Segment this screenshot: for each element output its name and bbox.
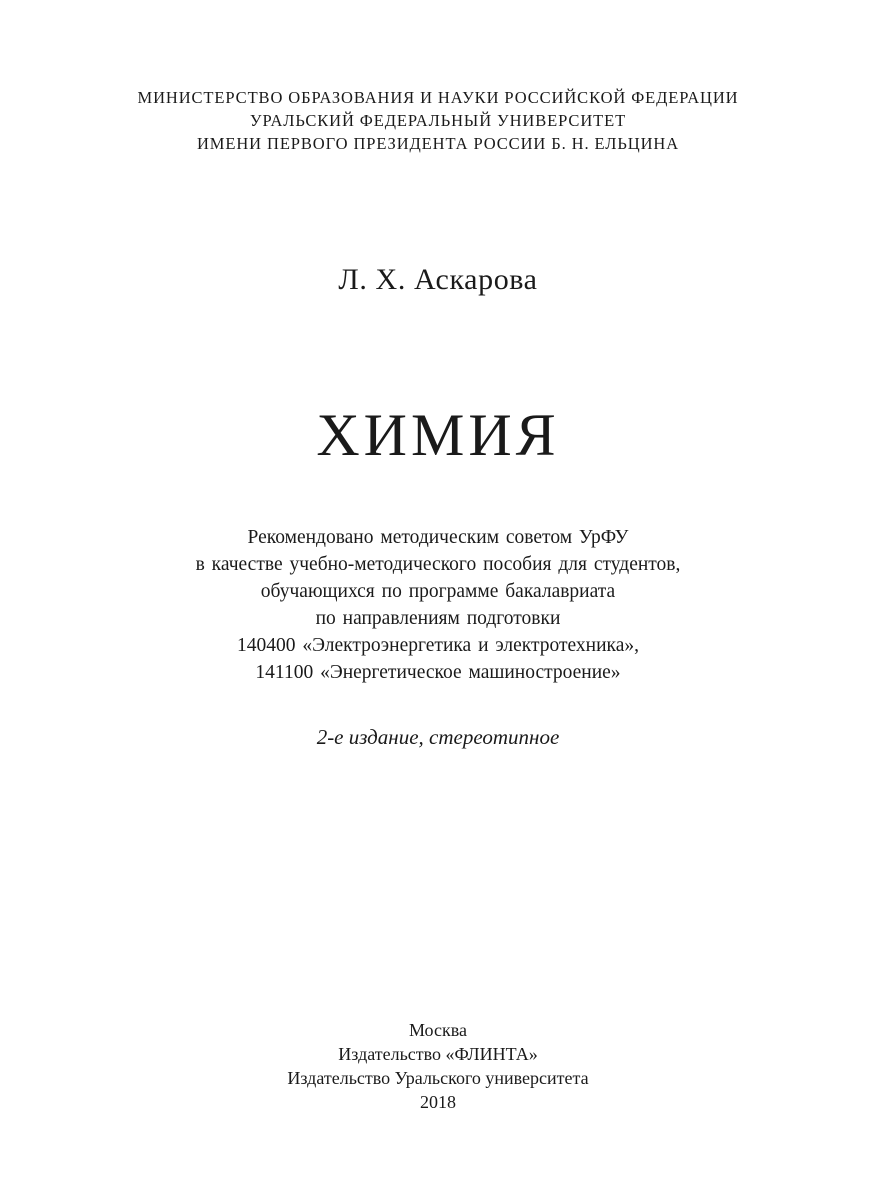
recommendation-text [0,524,876,686]
recommendation-line: по направлениям подготовки [315,608,561,629]
recommendation-line: в качестве учебно-методического пособия для студентов, [195,554,681,575]
imprint-publisher: Издательство «ФЛИНТА» [338,1044,538,1064]
imprint-publisher: Издательство Уральского университета [287,1068,589,1088]
institution-university: УРАЛЬСКИЙ ФЕДЕРАЛЬНЫЙ УНИВЕРСИТЕТ [249,111,627,130]
recommendation-line: 141100 «Энергетическое машиностроение» [255,662,621,683]
imprint-year: 2018 [420,1092,456,1112]
recommendation-line: 140400 «Электроэнергетика и электротехника», [236,635,640,656]
institution-ministry: МИНИСТЕРСТВО ОБРАЗОВАНИЯ И НАУКИ РОССИЙСКОЙ ФЕДЕРАЦИИ [137,88,739,107]
imprint-city: Москва [409,1020,467,1040]
institution-header [0,86,876,155]
recommendation-line: Рекомендовано методическим советом УрФУ [247,527,629,548]
author-name: Л. Х. Аскарова [338,263,538,296]
edition-note: 2-е издание, стереотипное [316,725,560,749]
book-title: ХИМИЯ [316,402,560,468]
institution-university-name: ИМЕНИ ПЕРВОГО ПРЕЗИДЕНТА РОССИИ Б. Н. ЕЛЬЦИНА [196,134,680,153]
imprint [0,1018,876,1114]
recommendation-line: обучающихся по программе бакалавриата [260,581,616,602]
